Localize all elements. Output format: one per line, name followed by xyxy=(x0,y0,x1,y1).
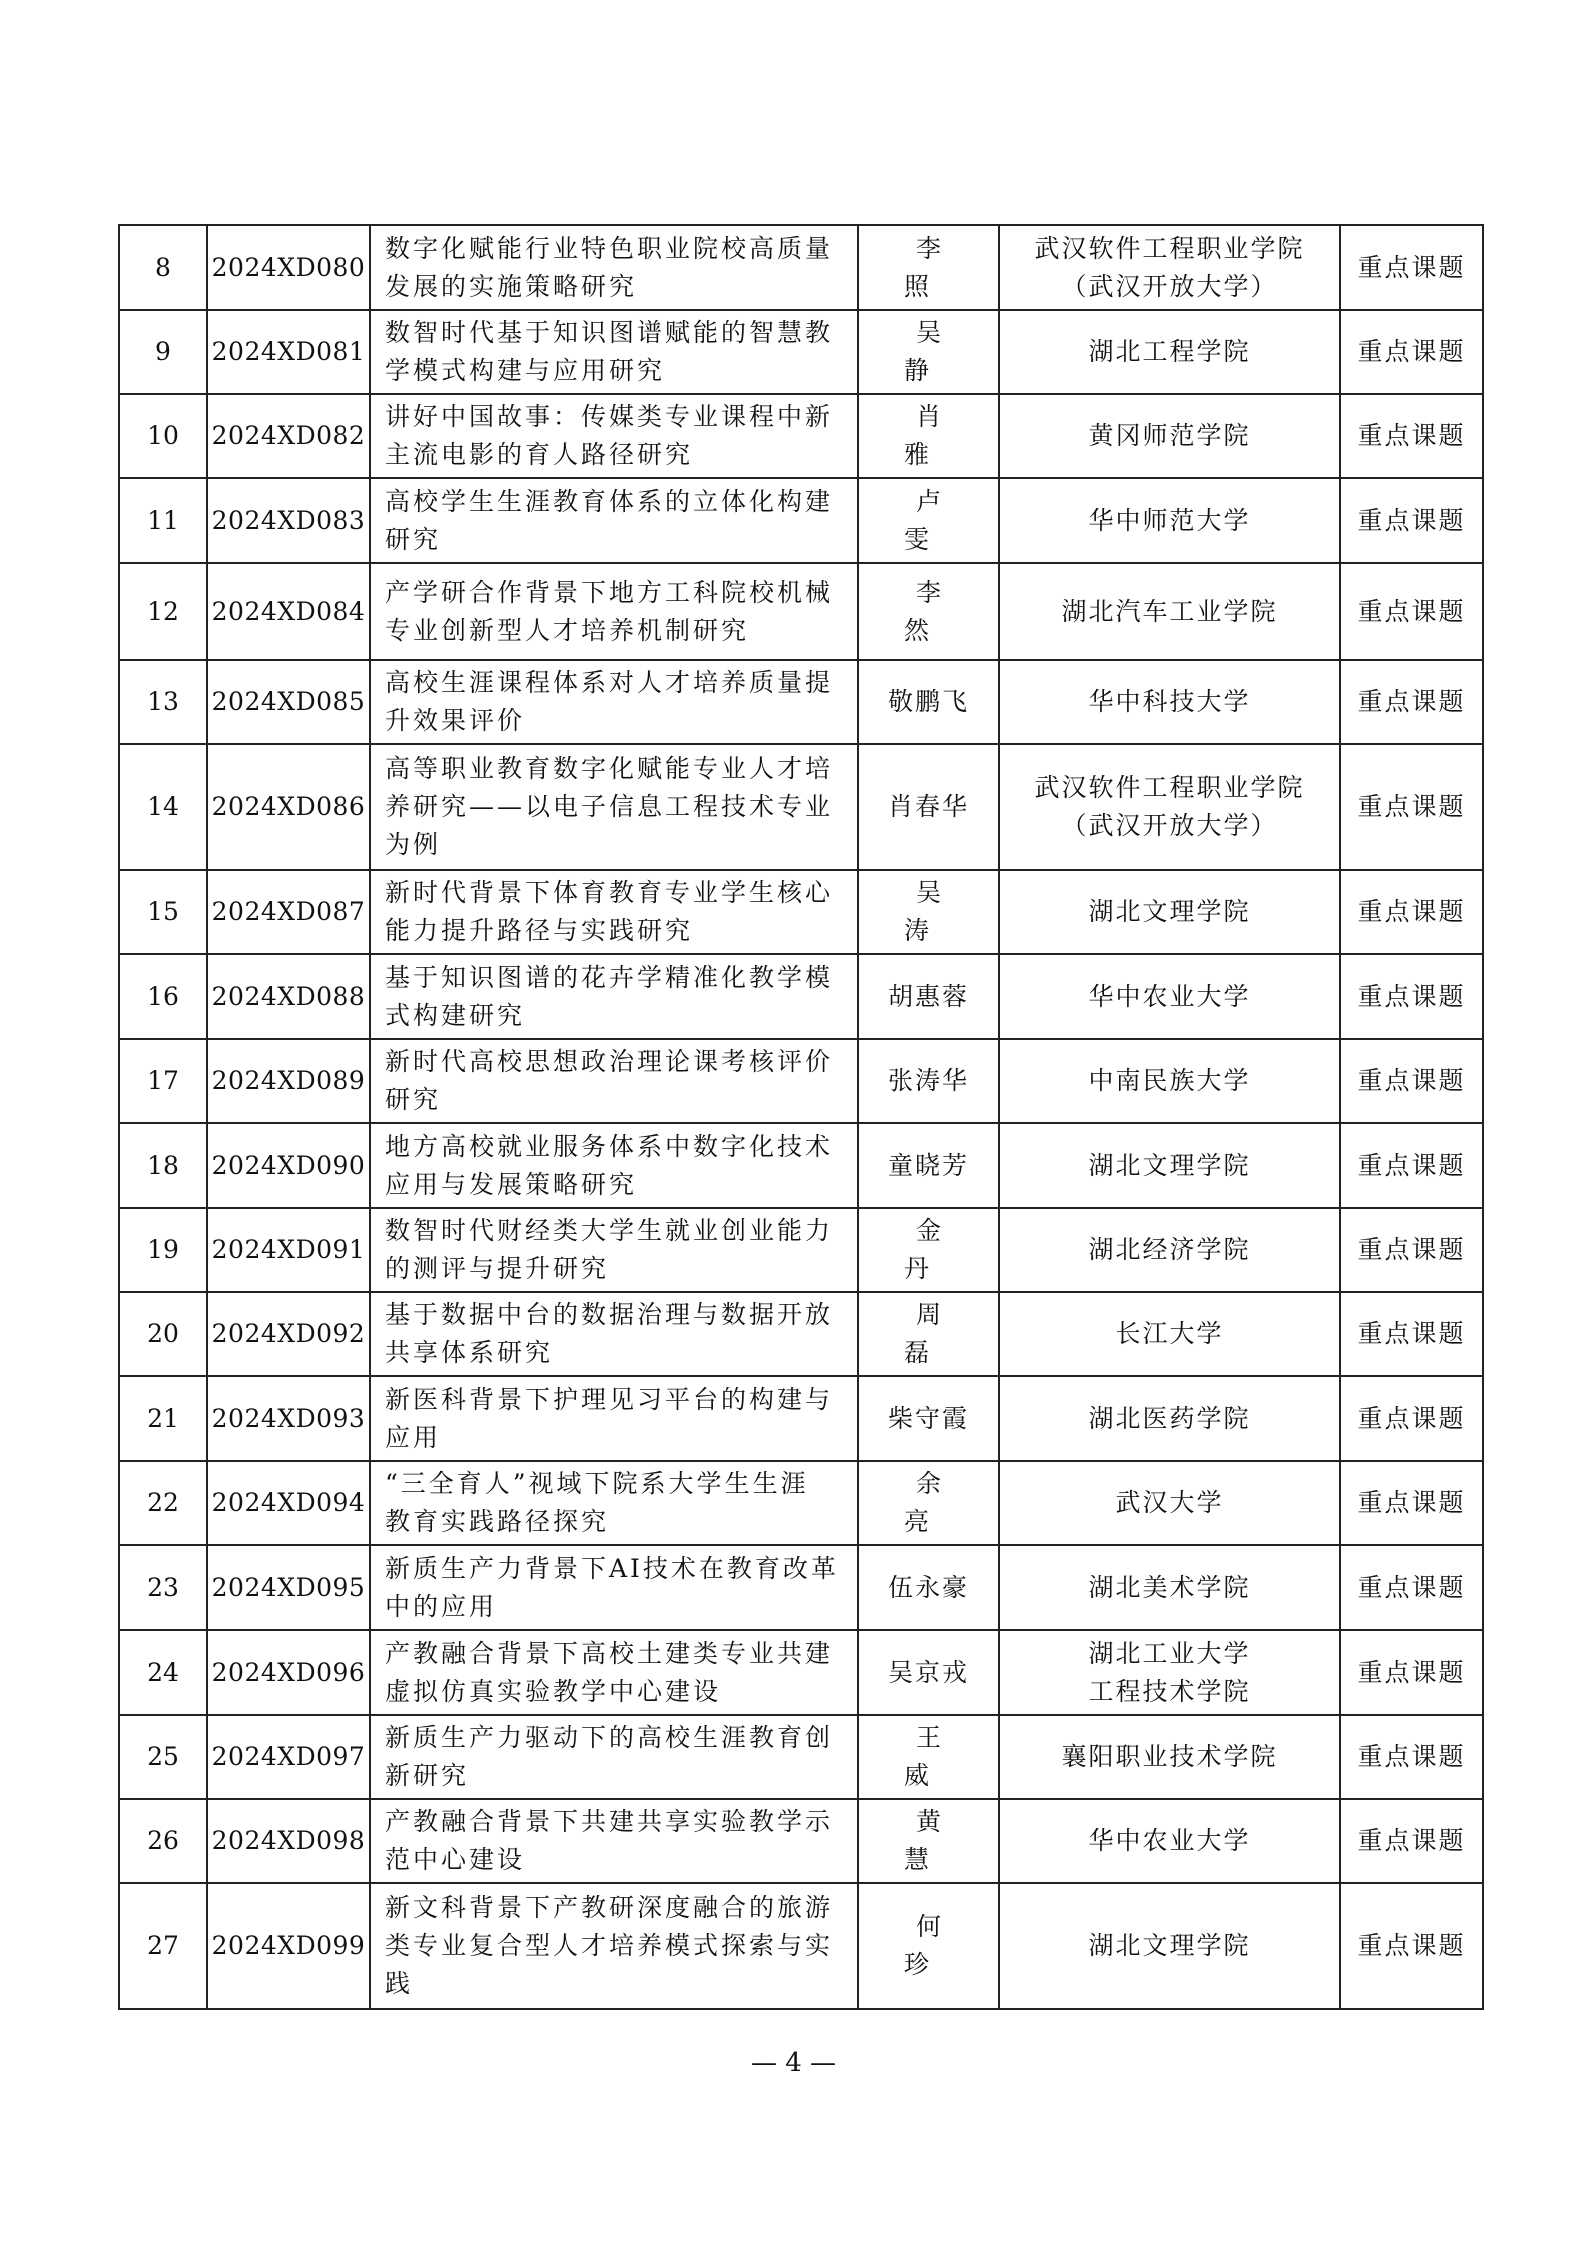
project-title xyxy=(370,478,858,563)
institution-line: 湖北医药学院 xyxy=(1088,1403,1251,1433)
row-number: 22 xyxy=(119,1461,207,1545)
project-title-line: 新时代高校思想政治理论课考核评价 xyxy=(385,1047,834,1076)
project-title-line: 新文科背景下产教研深度融合的旅游 xyxy=(385,1893,834,1922)
project-title-line: 研究 xyxy=(385,1085,442,1114)
project-type: 重点课题 xyxy=(1340,1630,1483,1715)
institution xyxy=(999,478,1340,563)
table-row xyxy=(119,394,1483,478)
project-title-line: 类专业复合型人才培养模式探索与实 xyxy=(385,1931,834,1960)
project-code: 2024XD092 xyxy=(207,1292,370,1376)
project-leader xyxy=(858,310,999,394)
project-title-line: 产教融合背景下共建共享实验教学示 xyxy=(385,1807,834,1836)
project-leader-name: 卢 雯 xyxy=(903,486,965,554)
project-leader xyxy=(858,1883,999,2009)
project-table-body xyxy=(119,225,1483,2009)
project-leader-name: 胡惠蓉 xyxy=(887,981,969,1011)
project-code: 2024XD081 xyxy=(207,310,370,394)
institution-line: 湖北工程学院 xyxy=(1088,337,1251,366)
institution-line: 华中师范大学 xyxy=(1088,505,1251,535)
project-leader xyxy=(858,1545,999,1630)
project-type: 重点课题 xyxy=(1340,1123,1483,1208)
project-title-line: 新时代背景下体育教育专业学生核心 xyxy=(385,878,834,907)
institution xyxy=(999,954,1340,1039)
row-number: 13 xyxy=(119,660,207,744)
project-title xyxy=(370,1376,858,1461)
project-type: 重点课题 xyxy=(1340,1715,1483,1799)
table-row xyxy=(119,1799,1483,1883)
project-title-line: 专业创新型人才培养机制研究 xyxy=(385,615,750,645)
project-title xyxy=(370,225,858,310)
project-leader-name: 金 丹 xyxy=(903,1216,965,1283)
project-title xyxy=(370,744,858,870)
table-row xyxy=(119,660,1483,744)
project-title-line: 发展的实施策略研究 xyxy=(385,271,638,301)
project-title-line: 式构建研究 xyxy=(385,1000,526,1030)
project-code: 2024XD096 xyxy=(207,1630,370,1715)
project-title-line: “三全育人”视域下院系大学生生涯 xyxy=(385,1469,809,1498)
institution xyxy=(999,310,1340,394)
row-number: 15 xyxy=(119,870,207,954)
project-leader xyxy=(858,478,999,563)
table-row xyxy=(119,744,1483,870)
project-leader-name: 柴守霞 xyxy=(887,1403,969,1433)
table-row xyxy=(119,1630,1483,1715)
institution xyxy=(999,563,1340,660)
project-leader-name: 伍永豪 xyxy=(887,1572,969,1602)
institution xyxy=(999,870,1340,954)
project-leader-name: 周 磊 xyxy=(903,1300,965,1367)
project-title-line: 养研究——以电子信息工程技术专业 xyxy=(385,792,834,821)
institution-line: 工程技术学院 xyxy=(1088,1676,1251,1706)
table-row xyxy=(119,1883,1483,2009)
institution-line: （武汉开放大学） xyxy=(1061,271,1278,301)
project-title-line: 产教融合背景下高校土建类专业共建 xyxy=(385,1638,834,1668)
institution-line: 武汉大学 xyxy=(1115,1488,1224,1517)
project-title-line: 新研究 xyxy=(385,1761,470,1790)
project-type: 重点课题 xyxy=(1340,1208,1483,1292)
project-leader-name: 王 威 xyxy=(903,1723,965,1790)
row-number: 8 xyxy=(119,225,207,310)
table-row xyxy=(119,563,1483,660)
institution-line: 湖北美术学院 xyxy=(1088,1572,1251,1602)
project-type: 重点课题 xyxy=(1340,310,1483,394)
project-title xyxy=(370,1883,858,2009)
project-title xyxy=(370,954,858,1039)
project-leader xyxy=(858,954,999,1039)
institution-line: （武汉开放大学） xyxy=(1061,811,1278,840)
row-number: 16 xyxy=(119,954,207,1039)
project-type: 重点课题 xyxy=(1340,1545,1483,1630)
institution xyxy=(999,660,1340,744)
project-leader xyxy=(858,1799,999,1883)
project-leader-name: 何 珍 xyxy=(903,1912,965,1979)
institution xyxy=(999,394,1340,478)
table-row xyxy=(119,1461,1483,1545)
institution xyxy=(999,1715,1340,1799)
project-title xyxy=(370,1461,858,1545)
project-type: 重点课题 xyxy=(1340,478,1483,563)
project-leader-name: 余 亮 xyxy=(903,1469,965,1536)
project-code: 2024XD099 xyxy=(207,1883,370,2009)
project-type: 重点课题 xyxy=(1340,225,1483,310)
project-title xyxy=(370,394,858,478)
project-leader xyxy=(858,563,999,660)
project-title-line: 基于知识图谱的花卉学精准化教学模 xyxy=(385,962,834,992)
project-title-line: 范中心建设 xyxy=(385,1845,526,1874)
institution-line: 华中农业大学 xyxy=(1088,981,1251,1011)
project-title-line: 讲好中国故事：传媒类专业课程中新 xyxy=(385,402,834,431)
institution xyxy=(999,1461,1340,1545)
project-code: 2024XD095 xyxy=(207,1545,370,1630)
project-leader-name: 张涛华 xyxy=(887,1066,969,1095)
table-row xyxy=(119,310,1483,394)
project-leader-name: 黄 慧 xyxy=(903,1807,965,1874)
project-title xyxy=(370,1039,858,1123)
institution-line: 华中科技大学 xyxy=(1088,687,1251,716)
row-number: 14 xyxy=(119,744,207,870)
project-table xyxy=(118,224,1484,2010)
project-title xyxy=(370,1715,858,1799)
project-type: 重点课题 xyxy=(1340,870,1483,954)
table-row xyxy=(119,1545,1483,1630)
institution-line: 中南民族大学 xyxy=(1088,1066,1251,1095)
institution-line: 襄阳职业技术学院 xyxy=(1061,1742,1278,1771)
row-number: 27 xyxy=(119,1883,207,2009)
row-number: 23 xyxy=(119,1545,207,1630)
project-type: 重点课题 xyxy=(1340,744,1483,870)
institution-line: 湖北文理学院 xyxy=(1088,1150,1251,1180)
project-title-line: 数智时代基于知识图谱赋能的智慧教 xyxy=(385,318,834,347)
project-title-line: 数智时代财经类大学生就业创业能力 xyxy=(385,1216,834,1245)
project-type: 重点课题 xyxy=(1340,660,1483,744)
project-leader-name: 李 照 xyxy=(903,233,965,301)
project-code: 2024XD090 xyxy=(207,1123,370,1208)
project-leader-name: 童晓芳 xyxy=(887,1150,969,1180)
institution xyxy=(999,1799,1340,1883)
row-number: 24 xyxy=(119,1630,207,1715)
project-title-line: 地方高校就业服务体系中数字化技术 xyxy=(385,1131,834,1161)
institution xyxy=(999,1208,1340,1292)
project-title-line: 数字化赋能行业特色职业院校高质量 xyxy=(385,233,834,263)
project-title-line: 基于数据中台的数据治理与数据开放 xyxy=(385,1300,834,1329)
row-number: 17 xyxy=(119,1039,207,1123)
project-leader-name: 吴 涛 xyxy=(903,878,965,945)
table-row xyxy=(119,1715,1483,1799)
project-title xyxy=(370,310,858,394)
project-title-line: 为例 xyxy=(385,830,442,859)
project-leader xyxy=(858,1715,999,1799)
table-row xyxy=(119,1292,1483,1376)
project-leader-name: 吴 静 xyxy=(903,318,965,385)
project-leader xyxy=(858,1292,999,1376)
project-code: 2024XD089 xyxy=(207,1039,370,1123)
project-title-line: 升效果评价 xyxy=(385,706,526,735)
project-leader xyxy=(858,744,999,870)
project-title-line: 主流电影的育人路径研究 xyxy=(385,440,694,469)
project-code: 2024XD097 xyxy=(207,1715,370,1799)
row-number: 26 xyxy=(119,1799,207,1883)
project-title-line: 能力提升路径与实践研究 xyxy=(385,916,694,945)
project-leader xyxy=(858,1208,999,1292)
institution xyxy=(999,225,1340,310)
institution-line: 湖北汽车工业学院 xyxy=(1061,596,1278,626)
institution-line: 湖北文理学院 xyxy=(1088,897,1251,926)
project-title-line: 虚拟仿真实验教学中心建设 xyxy=(385,1676,722,1706)
table-row xyxy=(119,1039,1483,1123)
table-row xyxy=(119,870,1483,954)
project-title-line: 高等职业教育数字化赋能专业人才培 xyxy=(385,754,834,783)
institution xyxy=(999,1292,1340,1376)
project-title-line: 新质生产力背景下AI技术在教育改革 xyxy=(385,1553,839,1583)
project-leader xyxy=(858,225,999,310)
institution-line: 长江大学 xyxy=(1115,1319,1224,1348)
project-title-line: 高校学生生涯教育体系的立体化构建 xyxy=(385,486,834,516)
project-type: 重点课题 xyxy=(1340,1292,1483,1376)
institution-line: 华中农业大学 xyxy=(1088,1826,1251,1855)
project-code: 2024XD080 xyxy=(207,225,370,310)
project-title-line: 应用 xyxy=(385,1422,442,1452)
row-number: 11 xyxy=(119,478,207,563)
project-code: 2024XD098 xyxy=(207,1799,370,1883)
row-number: 25 xyxy=(119,1715,207,1799)
project-type: 重点课题 xyxy=(1340,394,1483,478)
row-number: 10 xyxy=(119,394,207,478)
institution xyxy=(999,1545,1340,1630)
table-row xyxy=(119,1208,1483,1292)
institution-line: 湖北经济学院 xyxy=(1088,1235,1251,1264)
institution xyxy=(999,1123,1340,1208)
project-title xyxy=(370,563,858,660)
project-title-line: 产学研合作背景下地方工科院校机械 xyxy=(385,577,834,607)
project-code: 2024XD083 xyxy=(207,478,370,563)
institution-line: 湖北工业大学 xyxy=(1088,1638,1251,1668)
table-row xyxy=(119,1376,1483,1461)
project-type: 重点课题 xyxy=(1340,1883,1483,2009)
project-title-line: 中的应用 xyxy=(385,1591,498,1621)
table-row xyxy=(119,478,1483,563)
project-title xyxy=(370,1799,858,1883)
project-title-line: 新质生产力驱动下的高校生涯教育创 xyxy=(385,1723,834,1752)
project-leader-name: 吴京戎 xyxy=(887,1657,969,1687)
project-title-line: 教育实践路径探究 xyxy=(385,1507,610,1536)
project-title-line: 研究 xyxy=(385,524,442,554)
project-title xyxy=(370,1292,858,1376)
table-row xyxy=(119,954,1483,1039)
project-leader xyxy=(858,394,999,478)
project-leader xyxy=(858,1039,999,1123)
project-leader-name: 肖春华 xyxy=(887,792,969,821)
institution-line: 湖北文理学院 xyxy=(1088,1931,1251,1960)
project-title xyxy=(370,870,858,954)
project-code: 2024XD084 xyxy=(207,563,370,660)
project-type: 重点课题 xyxy=(1340,1799,1483,1883)
project-type: 重点课题 xyxy=(1340,1039,1483,1123)
project-title xyxy=(370,660,858,744)
project-leader xyxy=(858,1123,999,1208)
table-row xyxy=(119,1123,1483,1208)
project-code: 2024XD085 xyxy=(207,660,370,744)
project-code: 2024XD087 xyxy=(207,870,370,954)
project-code: 2024XD082 xyxy=(207,394,370,478)
project-title-line: 共享体系研究 xyxy=(385,1338,554,1367)
project-title-line: 的测评与提升研究 xyxy=(385,1254,610,1283)
project-leader xyxy=(858,1461,999,1545)
project-leader-name: 敬鹏飞 xyxy=(887,687,969,716)
row-number: 12 xyxy=(119,563,207,660)
institution xyxy=(999,1630,1340,1715)
row-number: 18 xyxy=(119,1123,207,1208)
institution xyxy=(999,744,1340,870)
row-number: 20 xyxy=(119,1292,207,1376)
project-leader xyxy=(858,1376,999,1461)
project-code: 2024XD093 xyxy=(207,1376,370,1461)
institution xyxy=(999,1376,1340,1461)
project-code: 2024XD086 xyxy=(207,744,370,870)
project-type: 重点课题 xyxy=(1340,1461,1483,1545)
project-title xyxy=(370,1208,858,1292)
institution-line: 黄冈师范学院 xyxy=(1088,421,1251,450)
project-title xyxy=(370,1123,858,1208)
project-title xyxy=(370,1545,858,1630)
project-code: 2024XD094 xyxy=(207,1461,370,1545)
project-type: 重点课题 xyxy=(1340,954,1483,1039)
project-title-line: 学模式构建与应用研究 xyxy=(385,356,666,385)
table-row xyxy=(119,225,1483,310)
project-title-line: 高校生涯课程体系对人才培养质量提 xyxy=(385,668,834,697)
institution xyxy=(999,1039,1340,1123)
project-leader xyxy=(858,870,999,954)
institution-line: 武汉软件工程职业学院 xyxy=(1034,233,1305,263)
project-leader-name: 肖 雅 xyxy=(903,402,965,469)
row-number: 19 xyxy=(119,1208,207,1292)
project-leader xyxy=(858,1630,999,1715)
project-type: 重点课题 xyxy=(1340,1376,1483,1461)
project-title-line: 应用与发展策略研究 xyxy=(385,1169,638,1199)
project-title xyxy=(370,1630,858,1715)
project-title-line: 新医科背景下护理见习平台的构建与 xyxy=(385,1384,834,1414)
row-number: 21 xyxy=(119,1376,207,1461)
project-type: 重点课题 xyxy=(1340,563,1483,660)
institution xyxy=(999,1883,1340,2009)
page-number: — 4 — xyxy=(750,2048,837,2078)
row-number: 9 xyxy=(119,310,207,394)
project-leader-name: 李 然 xyxy=(903,577,965,645)
project-code: 2024XD091 xyxy=(207,1208,370,1292)
project-code: 2024XD088 xyxy=(207,954,370,1039)
institution-line: 武汉软件工程职业学院 xyxy=(1034,773,1305,802)
project-leader xyxy=(858,660,999,744)
project-title-line: 践 xyxy=(385,1969,414,1998)
